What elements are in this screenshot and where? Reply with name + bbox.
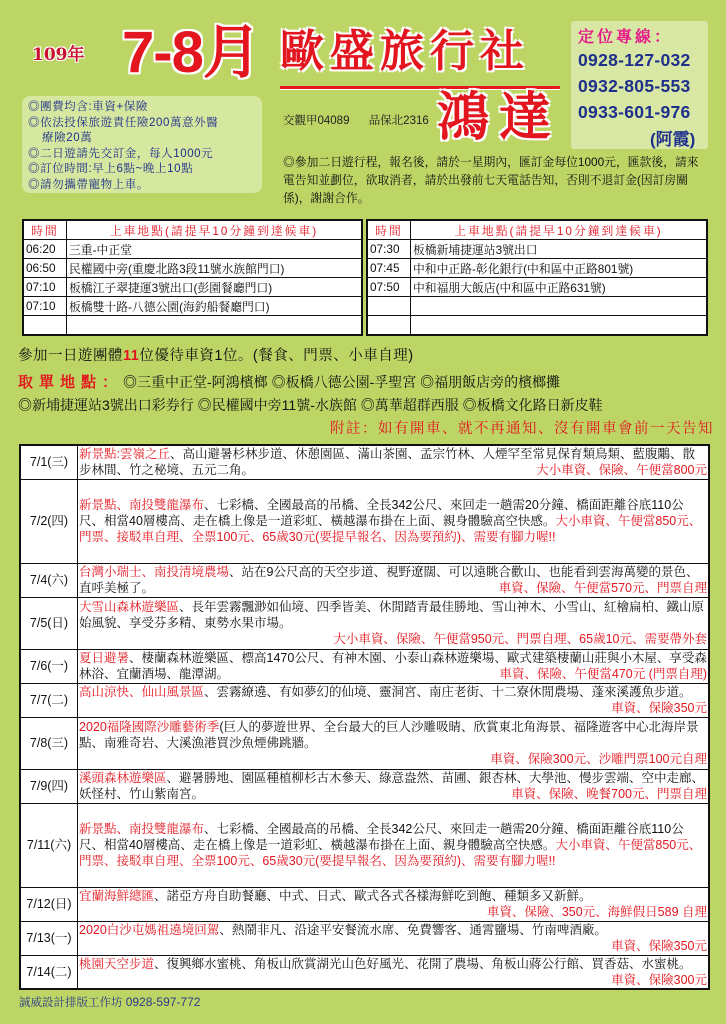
table-row xyxy=(367,240,707,259)
itinerary-desc-text: 、高山避暑杉林步道、休憩園區、滿山茶園、孟宗竹林、人煙罕至常見保育類鳥類、藍腹鷴、散步林間、竹之秘境、五元二角。 xyxy=(79,447,695,478)
itinerary-description xyxy=(78,445,710,479)
pickup-time: 07:45 xyxy=(367,259,411,278)
pickup-location: 板橋雙十路-八德公園(海釣船餐廳門口) xyxy=(67,297,363,316)
itinerary-highlight: 夏日避暑 xyxy=(79,651,130,665)
itinerary-highlight: 大雪山森林遊樂區 xyxy=(79,600,180,614)
itinerary-price: 車資、保險、350元、海鮮假日589 自理 xyxy=(486,905,707,919)
itinerary-desc-text: 、熱鬧非凡、沿途平安餐流水席、免費響客、通霄鹽場、竹南啤酒廠。 xyxy=(219,923,607,937)
itinerary-table xyxy=(19,444,710,990)
footnote: 附註：如有開車、就不再通知、沒有開車會前一天告知 xyxy=(330,421,714,437)
table-row xyxy=(23,259,362,278)
itinerary-description xyxy=(78,803,710,887)
table-row xyxy=(367,259,707,278)
pickup-location xyxy=(411,316,708,336)
contact-name: (阿霞) xyxy=(650,130,696,149)
note-item: ◎依法投保旅遊責任險200萬意外醫 xyxy=(28,116,219,129)
itinerary-price: 車資、保險、午便當470元 (門票自理) xyxy=(499,667,707,681)
hotline-phone-3[interactable]: 0933-601-976 xyxy=(578,102,691,122)
itinerary-highlight: 溪頭森林遊樂區 xyxy=(79,771,167,785)
itinerary-description xyxy=(78,769,710,803)
itinerary-row xyxy=(20,649,709,683)
itinerary-date: 7/1(三) xyxy=(20,445,78,479)
license-info xyxy=(283,112,445,128)
itinerary-highlight: 桃園天空步道 xyxy=(79,956,155,971)
itinerary-date: 7/8(三) xyxy=(20,717,78,769)
itinerary-price: 車資、保險350元 xyxy=(611,939,707,953)
note-item: ◎團費均含:車資+保險 xyxy=(28,101,149,113)
pickup-time xyxy=(367,297,411,316)
pickup-time: 06:20 xyxy=(23,240,67,259)
agency-name: 歐盛旅行社 xyxy=(280,26,530,77)
notes-list xyxy=(28,100,218,193)
header-time: 時間 xyxy=(367,220,411,240)
itinerary-price: 大小車資、午便當850元、門票、接駁車自理、全票100元、65歲30元(要提早報名、因為要預約)、需要有腳力喔!! xyxy=(79,514,702,544)
pickup-table-left xyxy=(22,219,363,336)
license-quality: 品保北2316 xyxy=(368,115,429,127)
header-location: 上車地點(請提早10分鐘到達候車) xyxy=(411,220,708,240)
pickup-location xyxy=(411,297,708,316)
table-row xyxy=(23,316,362,336)
note-item: ◎二日遊請先交訂金，每人1000元 xyxy=(28,147,214,160)
itinerary-row xyxy=(20,597,709,649)
year-label: 109年 xyxy=(32,45,85,65)
itinerary-row xyxy=(20,887,709,921)
itinerary-description xyxy=(78,717,710,769)
itinerary-price: 大小車資、保險、午便當800元 xyxy=(536,463,707,478)
itinerary-desc-text: 、七彩橋、全國最高的吊橋、全長342公尺、來回走一趟需20分鐘、橋面距離谷底110公尺、相當40層樓高、走在橋上像是一道彩虹、橫越瀑布掛在上面、親身體驗高空快感。 xyxy=(79,498,684,528)
itinerary-date: 7/14(二) xyxy=(20,955,78,989)
itinerary-highlight: 2020福隆國際沙雕藝術季 xyxy=(79,720,220,734)
itinerary-description xyxy=(78,683,710,717)
ticket-points-text: ◎三重中正堂-阿鴻檳榔 ◎板橋八德公園-孚聖宮 ◎福朋飯店旁的檳榔攤 xyxy=(123,374,561,390)
itinerary-highlight: 新景點、南投雙龍瀑布 xyxy=(79,498,205,512)
note-item: 療險20萬 xyxy=(42,132,93,144)
itinerary-date: 7/11(六) xyxy=(20,803,78,887)
itinerary-description xyxy=(78,479,710,563)
itinerary-description xyxy=(78,597,710,649)
itinerary-date: 7/2(四) xyxy=(20,479,78,563)
month-range-title: 7-8月 xyxy=(122,20,260,85)
pickup-time xyxy=(23,316,67,336)
branch-name: 鴻達 xyxy=(437,87,562,148)
table-row xyxy=(23,278,362,297)
table-row xyxy=(23,240,362,259)
ticket-points-line-2: ◎新埔捷運站3號出口彩券行 ◎民權國中旁11號-水族館 ◎萬華超群西服 ◎板橋文化路日新皮鞋 xyxy=(18,397,603,413)
itinerary-row xyxy=(20,769,709,803)
pickup-location xyxy=(67,316,363,336)
note-item: ◎訂位時間:早上6點~晚上10點 xyxy=(28,163,194,175)
group-discount-promo xyxy=(18,344,414,365)
license-tourism: 交觀甲04089 xyxy=(283,115,350,127)
table-row xyxy=(367,316,707,336)
itinerary-highlight: 宜蘭海鮮總匯 xyxy=(79,889,155,903)
table-row xyxy=(23,297,362,316)
itinerary-price: 車資、保險、晚餐700元、門票自理 xyxy=(511,787,707,801)
hotline-phone-2[interactable]: 0932-805-553 xyxy=(578,76,691,96)
itinerary-description xyxy=(78,955,710,989)
itinerary-price: 大小車資、午便當850元、門票、接駁車自理、全票100元、65歲30元(要提早報名、因為要預約)、需要有腳力喔!! xyxy=(79,838,702,868)
itinerary-desc-text: 、站在9公尺高的天空步道、視野遼闊、可以遠眺合歡山、也能看到雲海萬變的景色、直呼美極了。 xyxy=(79,565,699,595)
ticket-points-label: 取單地點： xyxy=(18,373,124,391)
designer-credit xyxy=(19,994,200,1010)
itinerary-date: 7/12(日) xyxy=(20,887,78,921)
itinerary-highlight: 台灣小瑞士、南投清境農場 xyxy=(79,565,230,579)
itinerary-row xyxy=(20,479,709,563)
itinerary-row xyxy=(20,955,709,989)
designer-name: 誠威設計排版工作坊 xyxy=(19,997,123,1009)
itinerary-description xyxy=(78,887,710,921)
itinerary-row xyxy=(20,445,709,479)
itinerary-date: 7/4(六) xyxy=(20,563,78,597)
itinerary-date: 7/13(一) xyxy=(20,921,78,955)
itinerary-date: 7/6(一) xyxy=(20,649,78,683)
header-location: 上車地點(請提早10分鐘到達候車) xyxy=(67,220,363,240)
pickup-time: 07:30 xyxy=(367,240,411,259)
itinerary-highlight: 新景點、南投雙龍瀑布 xyxy=(79,822,205,836)
pickup-time xyxy=(367,316,411,336)
hotline-title: 定位專線： xyxy=(578,27,674,46)
pickup-location: 板橋新埔捷運站3號出口 xyxy=(411,240,708,259)
itinerary-price: 車資、保險、午便當570元、門票自理 xyxy=(498,581,707,595)
pickup-location: 民權國中旁(重慶北路3段11號水族館門口) xyxy=(67,259,363,278)
itinerary-description xyxy=(78,563,710,597)
promo-count: 11 xyxy=(123,348,140,364)
pickup-time: 07:10 xyxy=(23,297,67,316)
promo-text: 位優待車資1位。(餐食、門票、小車自理) xyxy=(139,348,414,364)
pickup-location: 三重-中正堂 xyxy=(67,240,363,259)
itinerary-row xyxy=(20,803,709,887)
itinerary-desc-text: 、復興鄉水蜜桃、角板山欣賞湖光山色好風光、花開了農場、角板山蔣公行館、買香菇、水蜜桃。 xyxy=(154,956,692,971)
itinerary-desc-text: 、避暑勝地、園區種植柳杉古木參天、綠意盎然、苗圃、銀杏林、大學池、慢步雲端、空中走廊、妖怪村、竹山紫南宮。 xyxy=(79,771,705,801)
promo-text: 參加一日遊團體 xyxy=(18,348,123,364)
itinerary-desc-text: 、雲霧繚遶、有如夢幻的仙境、靈洞宮、南庄老街、十二寮休閒農場、蓬來溪護魚步道。 xyxy=(204,685,692,699)
itinerary-desc-text: 、棲蘭森林遊樂區、標高1470公尺、有神木園、小泰山森林遊樂場、歐式建築棲蘭山莊與小木屋、享受森林浴、宜蘭酒場、龍潭湖。 xyxy=(79,651,707,681)
itinerary-highlight: 新景點:雲嶺之丘 xyxy=(79,447,170,462)
ticket-points-line-1 xyxy=(18,371,560,392)
table-row xyxy=(367,297,707,316)
itinerary-price: 車資、保險300元、沙雕門票100元自理 xyxy=(490,752,707,766)
itinerary-price: 車資、保險300元 xyxy=(611,972,707,987)
itinerary-highlight: 2020白沙屯媽祖遶境回駕 xyxy=(79,923,220,937)
pickup-time: 07:10 xyxy=(23,278,67,297)
pickup-location: 板橋江子翠捷運3號出口(彭園餐廳門口) xyxy=(67,278,363,297)
table-header-row xyxy=(367,220,707,240)
itinerary-row xyxy=(20,717,709,769)
two-day-notice: ◎參加二日遊行程，報名後，請於一星期內，匯訂金每位1000元，匯款後，請來電告知並劃位，欲取消者，請於出發前七天電話告知，否則不退訂金(因訂房關係)，謝謝合作。 xyxy=(283,155,699,205)
hotline-phone-1[interactable]: 0928-127-032 xyxy=(578,50,691,70)
itinerary-date: 7/7(二) xyxy=(20,683,78,717)
header-time: 時間 xyxy=(23,220,67,240)
pickup-location: 中和福朋大飯店(中和區中正路631號) xyxy=(411,278,708,297)
itinerary-desc-text: 、長年雲霧飄渺如仙境、四季皆美、休閒踏青最佳勝地、雪山神木、小雪山、紅檜扁柏、鐵山原始風貌、享受芬多精、東勢水果市場。 xyxy=(79,600,705,630)
itinerary-highlight: 高山涼快、仙山風景區 xyxy=(79,685,205,699)
itinerary-row xyxy=(20,683,709,717)
note-item: ◎請勿攜帶寵物上車。 xyxy=(28,178,149,191)
pickup-location: 中和中正路-彰化銀行(中和區中正路801號) xyxy=(411,259,708,278)
itinerary-date: 7/9(四) xyxy=(20,769,78,803)
itinerary-desc-text: 、諾亞方舟自助餐廳、中式、日式、歐式各式各樣海鮮吃到飽、種類多又新鮮。 xyxy=(154,889,592,903)
designer-phone[interactable]: 0928-597-772 xyxy=(125,995,201,1009)
table-row xyxy=(367,278,707,297)
itinerary-row xyxy=(20,563,709,597)
pickup-table-right xyxy=(366,219,708,336)
itinerary-description xyxy=(78,649,710,683)
itinerary-description xyxy=(78,921,710,955)
pickup-time: 06:50 xyxy=(23,259,67,278)
itinerary-date: 7/5(日) xyxy=(20,597,78,649)
table-header-row xyxy=(23,220,362,240)
itinerary-row xyxy=(20,921,709,955)
itinerary-price: 車資、保險350元 xyxy=(611,701,707,715)
pickup-time: 07:50 xyxy=(367,278,411,297)
itinerary-desc-text: (巨人的夢遊世界、全台最大的巨人沙雕吸睛、欣賞東北角海景、福隆遊客中心北海岸景點、南雅奇岩、大溪漁港買沙魚煙佛跳牆。 xyxy=(79,720,699,750)
itinerary-desc-text: 、七彩橋、全國最高的吊橋、全長342公尺、來回走一趟需20分鐘、橋面距離谷底110公尺、相當40層樓高、走在橋上像是一道彩虹、橫越瀑布掛在上面、親身體驗高空快感。 xyxy=(79,822,684,852)
itinerary-price: 大小車資、保險、午便當950元、門票自理、65歲10元、需要帶外套 xyxy=(333,632,707,646)
